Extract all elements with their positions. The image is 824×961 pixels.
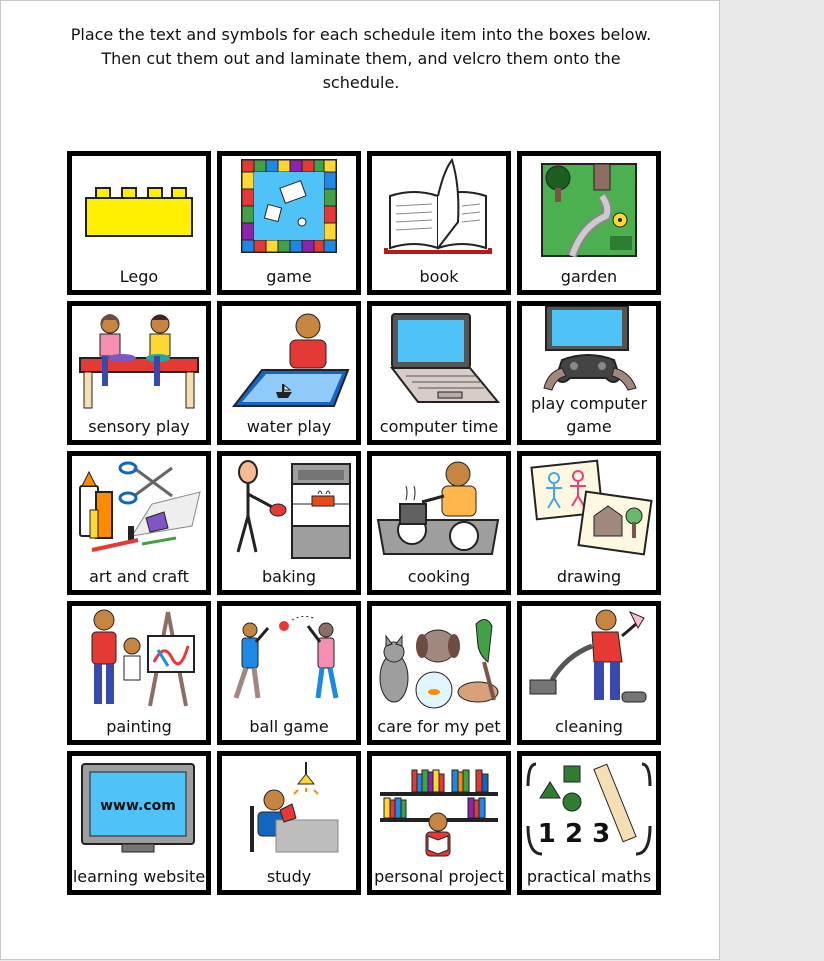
card-label: cleaning — [555, 717, 623, 736]
card-label: learning website — [72, 867, 206, 886]
card-label: painting — [106, 717, 172, 736]
card-drawing[interactable] — [517, 451, 661, 595]
card-book[interactable] — [367, 151, 511, 295]
card-label: sensory play — [88, 417, 190, 436]
sensory-table-icon — [72, 306, 206, 410]
shapes-ruler-icon — [522, 756, 656, 860]
card-label: computer time — [379, 417, 499, 436]
open-book-icon — [372, 156, 506, 260]
craft-supplies-icon — [72, 456, 206, 560]
garden-icon — [522, 156, 656, 260]
card-study[interactable] — [217, 751, 361, 895]
card-lego[interactable] — [67, 151, 211, 295]
vacuum-icon — [522, 606, 656, 710]
card-label: Lego — [119, 267, 159, 286]
card-computer-time[interactable] — [367, 301, 511, 445]
card-label: book — [419, 267, 459, 286]
card-label: play computer game — [530, 394, 648, 436]
card-ball-game[interactable] — [217, 601, 361, 745]
lego-brick-icon — [72, 156, 206, 260]
drawings-icon — [522, 456, 656, 560]
card-label: water play — [246, 417, 332, 436]
card-art-and-craft[interactable] — [67, 451, 211, 595]
pets-icon — [372, 606, 506, 710]
card-label: cooking — [407, 567, 471, 586]
ball-throw-icon — [222, 606, 356, 710]
card-learning-website[interactable] — [67, 751, 211, 895]
laptop-icon — [372, 306, 506, 410]
card-practical-maths[interactable] — [517, 751, 661, 895]
instructions-text: Place the text and symbols for each schedule item into the boxes below. Then cut them out and laminate them, and velcro them onto the schedule. — [70, 25, 652, 92]
card-game[interactable] — [217, 151, 361, 295]
symbol-card-grid — [67, 151, 661, 895]
card-label: care for my pet — [377, 717, 501, 736]
oven-icon — [222, 456, 356, 560]
water-tray-icon — [222, 306, 356, 410]
card-label: baking — [262, 567, 316, 586]
stove-icon — [372, 456, 506, 560]
card-label: study — [266, 867, 312, 886]
desk-study-icon — [222, 756, 356, 860]
easel-icon — [72, 606, 206, 710]
card-label: game — [266, 267, 312, 286]
card-label: personal project — [374, 867, 504, 886]
board-game-icon — [222, 156, 356, 260]
card-label: ball game — [249, 717, 329, 736]
card-care-for-my-pet[interactable] — [367, 601, 511, 745]
card-cleaning[interactable] — [517, 601, 661, 745]
card-label: art and craft — [89, 567, 189, 586]
card-label: garden — [560, 267, 618, 286]
screen-url-text: www.com — [100, 798, 176, 814]
bookshelf-reader-icon — [372, 756, 506, 860]
card-painting[interactable] — [67, 601, 211, 745]
monitor-icon — [72, 756, 206, 860]
card-label: drawing — [556, 567, 622, 586]
card-baking[interactable] — [217, 451, 361, 595]
card-sensory-play[interactable] — [67, 301, 211, 445]
card-garden[interactable] — [517, 151, 661, 295]
card-cooking[interactable] — [367, 451, 511, 595]
card-label: practical maths — [526, 867, 652, 886]
digits-text: 1 2 3 — [537, 819, 611, 849]
card-water-play[interactable] — [217, 301, 361, 445]
card-play-computer-game[interactable] — [517, 301, 661, 445]
card-personal-project[interactable] — [367, 751, 511, 895]
